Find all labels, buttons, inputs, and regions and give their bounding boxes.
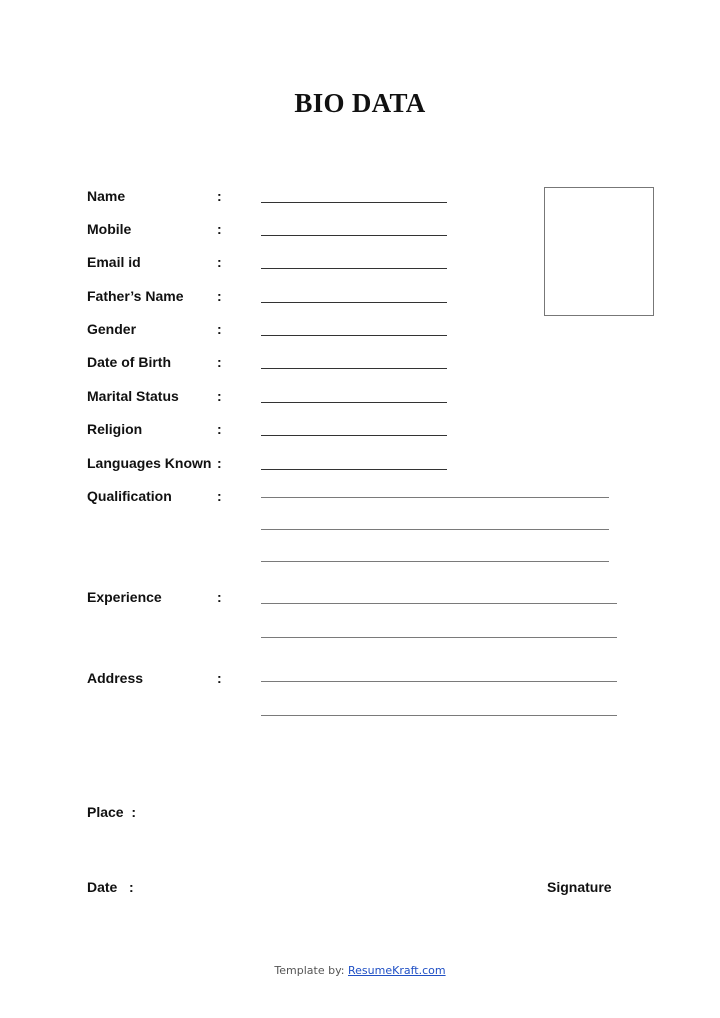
fill-line-name xyxy=(261,202,447,203)
fill-line-email xyxy=(261,268,447,269)
document-title: BIO DATA xyxy=(294,88,426,118)
template-credit-prefix: Template by: xyxy=(274,964,349,977)
field-label-mobile: Mobile xyxy=(87,221,132,237)
fill-line-religion xyxy=(261,435,447,436)
fill-line-marital-status xyxy=(261,402,447,403)
fill-line-date-of-birth xyxy=(261,368,447,369)
colon: : xyxy=(217,589,222,605)
field-label-date-of-birth: Date of Birth xyxy=(87,354,171,370)
colon: : xyxy=(217,354,222,370)
field-label-qualification: Qualification xyxy=(87,488,172,504)
field-label-marital-status: Marital Status xyxy=(87,388,179,404)
colon: : xyxy=(217,488,222,504)
fill-line-address-1 xyxy=(261,681,617,682)
signature-label: Signature xyxy=(547,879,612,895)
fill-line-father-name xyxy=(261,302,447,303)
colon: : xyxy=(217,288,222,304)
field-label-name: Name xyxy=(87,188,126,204)
colon: : xyxy=(217,388,222,404)
colon: : xyxy=(217,421,222,437)
fill-line-address-2 xyxy=(261,715,617,716)
fill-line-qualification-3 xyxy=(261,561,609,562)
field-label-experience: Experience xyxy=(87,589,162,605)
fill-line-qualification-1 xyxy=(261,497,609,498)
colon: : xyxy=(217,321,222,337)
field-label-address: Address xyxy=(87,670,144,686)
colon: : xyxy=(217,254,222,270)
field-label-father-name: Father’s Name xyxy=(87,288,184,304)
date-label: Date : xyxy=(87,879,134,895)
fill-line-gender xyxy=(261,335,447,336)
colon: : xyxy=(217,188,222,204)
fill-line-mobile xyxy=(261,235,447,236)
resumekraft-link[interactable]: ResumeKraft.com xyxy=(348,964,446,977)
fill-line-languages-known xyxy=(261,469,447,470)
photo-box xyxy=(544,187,654,316)
colon: : xyxy=(217,221,222,237)
field-label-gender: Gender xyxy=(87,321,137,337)
place-label: Place : xyxy=(87,804,137,820)
fill-line-qualification-2 xyxy=(261,529,609,530)
template-credit xyxy=(0,964,720,977)
field-label-religion: Religion xyxy=(87,421,143,437)
field-label-languages-known: Languages Known xyxy=(87,455,212,471)
colon: : xyxy=(217,670,222,686)
colon: : xyxy=(217,455,222,471)
fill-line-experience-2 xyxy=(261,637,617,638)
field-label-email: Email id xyxy=(87,254,141,270)
fill-line-experience-1 xyxy=(261,603,617,604)
